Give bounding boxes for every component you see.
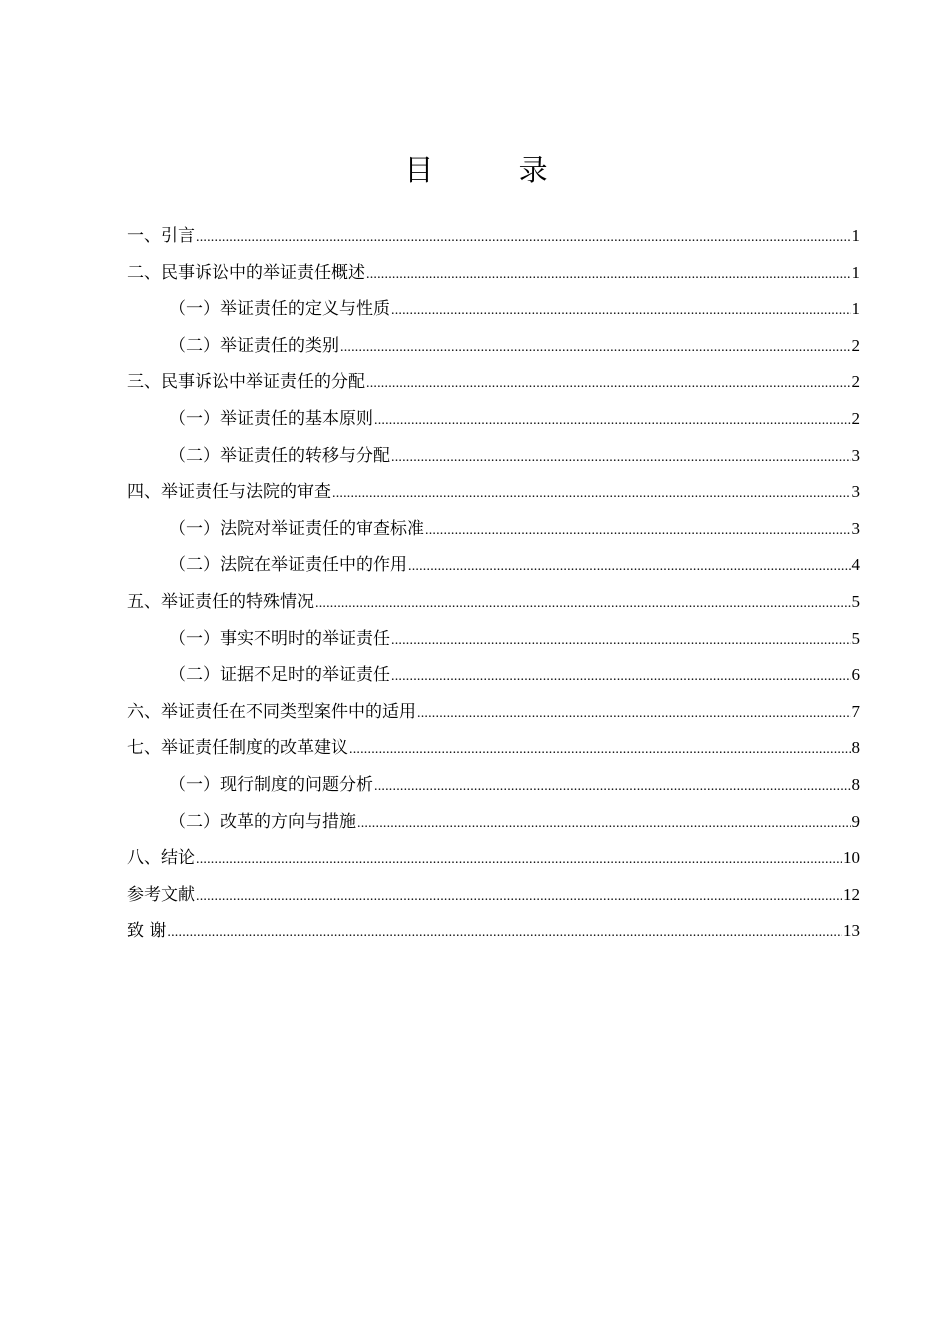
- toc-page-number: 3: [851, 518, 860, 538]
- toc-entry-label: 致 谢: [127, 921, 167, 942]
- toc-entry-label: 八、结论: [127, 848, 195, 869]
- dot-leader: [374, 769, 851, 806]
- toc-page-number: 1: [851, 226, 860, 245]
- toc-entry-label: 三、民事诉讼中举证责任的分配: [127, 372, 365, 393]
- toc-entry[interactable]: [127, 804, 860, 841]
- toc-entry-label: （一）举证责任的定义与性质: [169, 299, 390, 320]
- toc-page-number: 1: [851, 262, 860, 282]
- dot-leader: [408, 549, 851, 586]
- toc-entry-label: （一）法院对举证责任的审查标准: [169, 518, 424, 539]
- dot-leader: [391, 659, 851, 696]
- toc-entry-label: （二）举证责任的转移与分配: [169, 445, 390, 466]
- toc-entry[interactable]: [127, 621, 860, 658]
- dot-leader: [374, 403, 851, 440]
- toc-entry-label: 四、举证责任与法院的审查: [127, 482, 331, 503]
- toc-entry[interactable]: [127, 438, 860, 475]
- dot-leader: [357, 806, 851, 843]
- toc-entry[interactable]: [127, 584, 860, 621]
- toc-title: 目 录: [404, 153, 586, 187]
- toc-entry-label: （二）证据不足时的举证责任: [169, 665, 390, 686]
- dot-leader: [315, 586, 851, 623]
- dot-leader: [196, 220, 851, 257]
- toc-entry[interactable]: [127, 364, 860, 401]
- toc-page-number: 5: [851, 628, 860, 648]
- toc-entry[interactable]: [127, 291, 860, 328]
- toc-entry[interactable]: [127, 547, 860, 584]
- toc-entry[interactable]: [127, 255, 860, 292]
- toc-page-number: 1: [851, 299, 860, 319]
- toc-entry-label: 七、举证责任制度的改革建议: [127, 738, 348, 759]
- dot-leader: [391, 440, 851, 477]
- toc-page-number: 3: [851, 445, 860, 465]
- toc-entry-label: 六、举证责任在不同类型案件中的适用: [127, 701, 416, 722]
- dot-leader: [349, 732, 851, 769]
- toc-page-number: 5: [851, 591, 860, 611]
- toc-entry-label: 二、民事诉讼中的举证责任概述: [127, 262, 365, 283]
- toc-page-number: 6: [851, 665, 860, 685]
- dot-leader: [196, 879, 842, 916]
- dot-leader: [340, 330, 851, 367]
- toc-entry-label: 一、引言: [127, 226, 195, 246]
- dot-leader: [391, 623, 851, 660]
- dot-leader: [167, 915, 842, 952]
- dot-leader: [196, 842, 842, 879]
- dot-leader: [391, 293, 851, 330]
- toc-page-number: 7: [851, 701, 860, 721]
- dot-leader: [425, 513, 851, 550]
- toc-page-number: 2: [851, 335, 860, 355]
- toc-entry[interactable]: [127, 474, 860, 511]
- toc-entry-label: （二）法院在举证责任中的作用: [169, 555, 407, 576]
- toc-entry[interactable]: [127, 218, 860, 255]
- toc-page-number: 9: [851, 811, 860, 831]
- toc-page-number: 10: [843, 848, 860, 868]
- dot-leader: [366, 366, 851, 403]
- toc-page-number: 8: [851, 738, 860, 758]
- toc-entry[interactable]: [127, 913, 860, 950]
- toc-entry[interactable]: [127, 401, 860, 438]
- toc-entry-label: （一）现行制度的问题分析: [169, 774, 373, 795]
- toc-entry-label: 五、举证责任的特殊情况: [127, 591, 314, 612]
- toc-page-number: 8: [851, 774, 860, 794]
- toc-entry-label: （一）举证责任的基本原则: [169, 408, 373, 429]
- toc-entry[interactable]: [127, 767, 860, 804]
- dot-leader: [332, 476, 851, 513]
- toc-entry-label: （二）举证责任的类别: [169, 335, 339, 356]
- toc-page-number: 3: [851, 482, 860, 502]
- toc-entry[interactable]: [127, 730, 860, 767]
- toc-page-number: 4: [851, 555, 860, 575]
- toc-entry[interactable]: [127, 877, 860, 914]
- toc-entry-label: （二）改革的方向与措施: [169, 811, 356, 832]
- toc-entry-label: 参考文献: [127, 884, 195, 905]
- toc-entry[interactable]: [127, 694, 860, 731]
- toc-entry[interactable]: [127, 840, 860, 877]
- dot-leader: [417, 696, 851, 733]
- toc-page-number: 12: [843, 884, 860, 904]
- toc-entry-label: （一）事实不明时的举证责任: [169, 628, 390, 649]
- toc-entry[interactable]: [127, 328, 860, 365]
- toc-entry[interactable]: [127, 511, 860, 548]
- toc-page-number: 13: [843, 921, 860, 941]
- toc-page-number: 2: [851, 408, 860, 428]
- dot-leader: [366, 257, 851, 294]
- toc-page-number: 2: [851, 372, 860, 392]
- toc-entry[interactable]: [127, 657, 860, 694]
- toc-list: [127, 218, 860, 950]
